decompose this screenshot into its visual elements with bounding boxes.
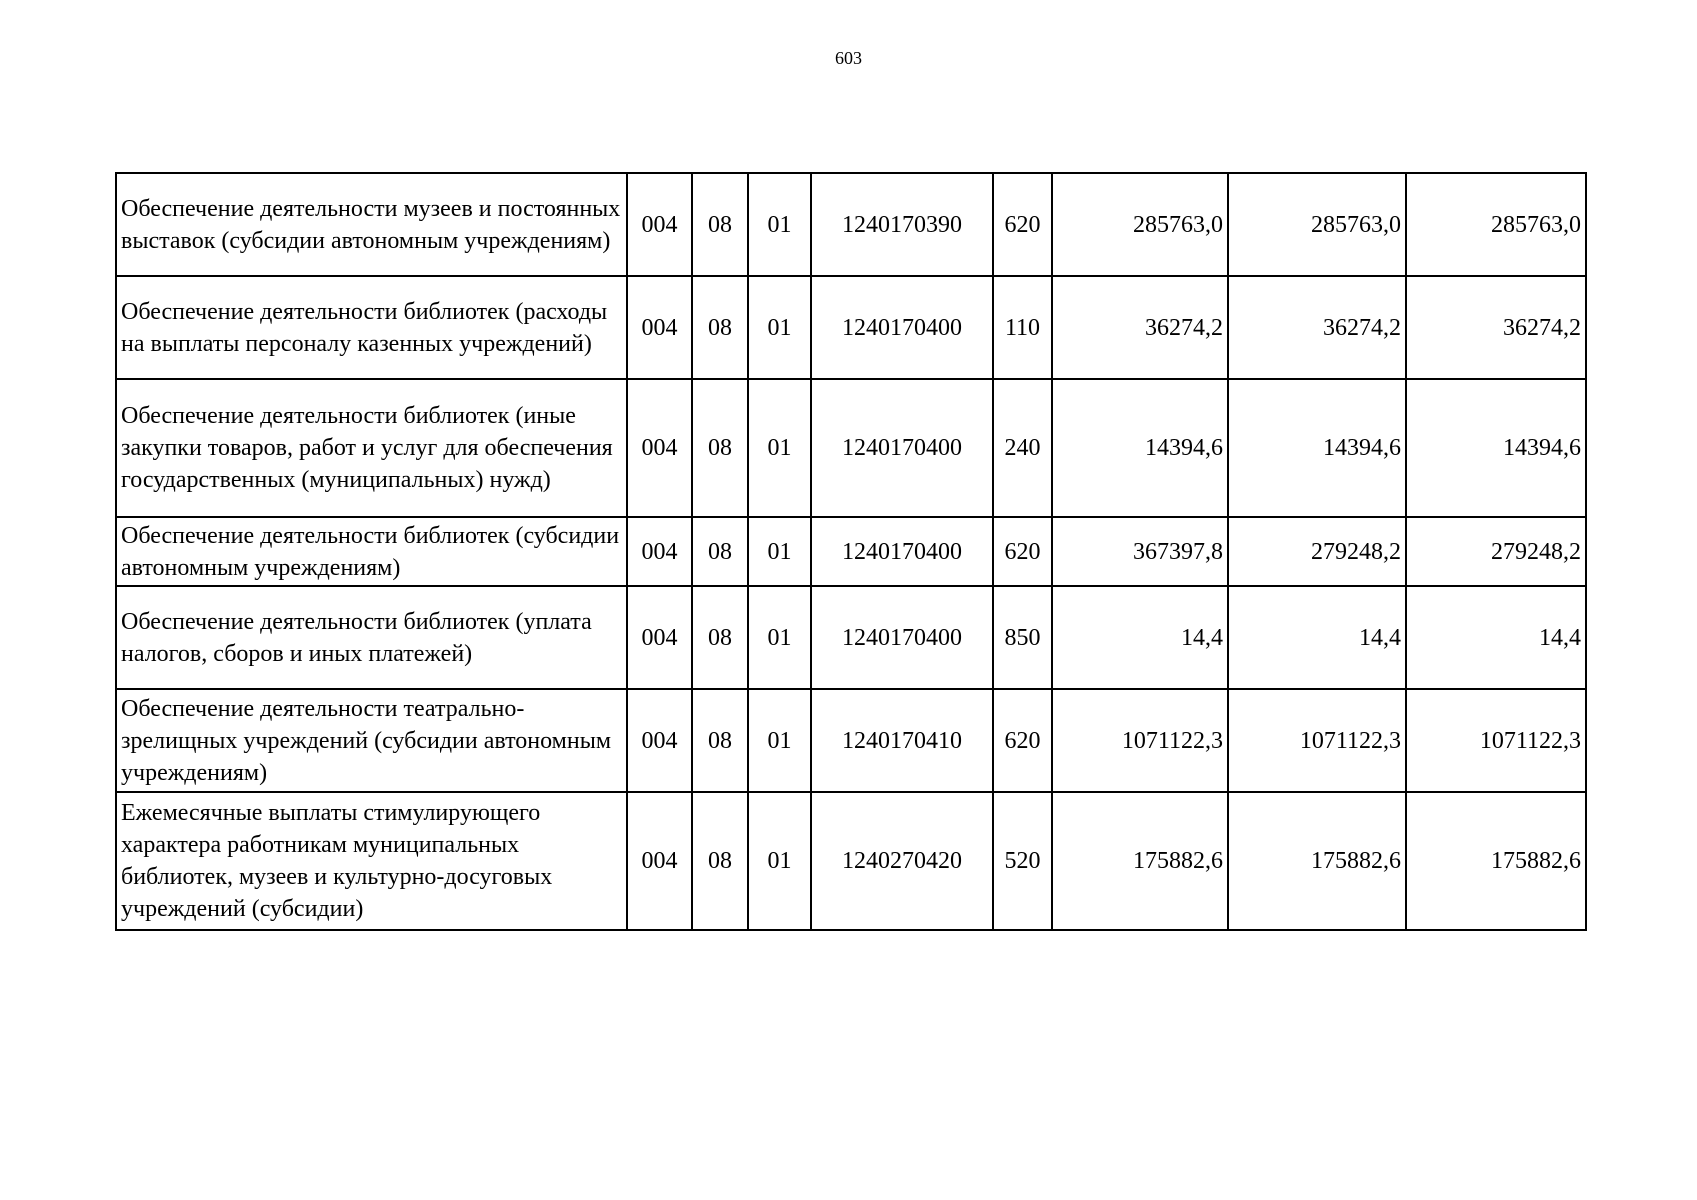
table-row <box>116 792 1586 930</box>
row-description: Обеспечение деятельности музеев и постоянных выставок (субсидии автономным учреждениям) <box>116 173 627 276</box>
row-amount-1: 14394,6 <box>1052 379 1228 517</box>
row-expense-type-code: 520 <box>993 792 1052 930</box>
row-section-code: 08 <box>692 689 748 792</box>
row-grbs-code: 004 <box>627 276 692 379</box>
row-subsection-code: 01 <box>748 379 811 517</box>
row-grbs-code: 004 <box>627 792 692 930</box>
table-row <box>116 586 1586 689</box>
row-section-code: 08 <box>692 379 748 517</box>
row-amount-2: 285763,0 <box>1228 173 1406 276</box>
row-target-item-code: 1240170400 <box>811 517 993 586</box>
row-grbs-code: 004 <box>627 517 692 586</box>
row-expense-type-code: 620 <box>993 517 1052 586</box>
row-subsection-code: 01 <box>748 792 811 930</box>
row-grbs-code: 004 <box>627 689 692 792</box>
table-row <box>116 173 1586 276</box>
row-amount-1: 14,4 <box>1052 586 1228 689</box>
row-amount-3: 1071122,3 <box>1406 689 1586 792</box>
page-number: 603 <box>835 48 862 68</box>
row-section-code: 08 <box>692 792 748 930</box>
row-subsection-code: 01 <box>748 517 811 586</box>
row-description: Обеспечение деятельности библиотек (уплата налогов, сборов и иных платежей) <box>116 586 627 689</box>
row-target-item-code: 1240170400 <box>811 379 993 517</box>
row-expense-type-code: 240 <box>993 379 1052 517</box>
row-description: Обеспечение деятельности библиотек (субсидии автономным учреждениям) <box>116 517 627 586</box>
row-description: Ежемесячные выплаты стимулирующего характера работникам муниципальных библиотек, музеев и культурно-досуговых учреждений (субсидии) <box>116 792 627 930</box>
row-target-item-code: 1240170400 <box>811 276 993 379</box>
row-subsection-code: 01 <box>748 173 811 276</box>
row-amount-1: 285763,0 <box>1052 173 1228 276</box>
row-description: Обеспечение деятельности библиотек (расходы на выплаты персоналу казенных учреждений) <box>116 276 627 379</box>
row-amount-2: 14,4 <box>1228 586 1406 689</box>
table-row <box>116 276 1586 379</box>
row-section-code: 08 <box>692 517 748 586</box>
row-amount-2: 14394,6 <box>1228 379 1406 517</box>
row-amount-1: 36274,2 <box>1052 276 1228 379</box>
row-amount-1: 367397,8 <box>1052 517 1228 586</box>
row-subsection-code: 01 <box>748 586 811 689</box>
row-target-item-code: 1240270420 <box>811 792 993 930</box>
row-expense-type-code: 620 <box>993 689 1052 792</box>
row-grbs-code: 004 <box>627 586 692 689</box>
row-amount-2: 36274,2 <box>1228 276 1406 379</box>
row-section-code: 08 <box>692 276 748 379</box>
row-section-code: 08 <box>692 173 748 276</box>
row-subsection-code: 01 <box>748 689 811 792</box>
row-amount-2: 175882,6 <box>1228 792 1406 930</box>
row-target-item-code: 1240170400 <box>811 586 993 689</box>
row-amount-2: 279248,2 <box>1228 517 1406 586</box>
row-grbs-code: 004 <box>627 379 692 517</box>
row-amount-3: 14,4 <box>1406 586 1586 689</box>
row-section-code: 08 <box>692 586 748 689</box>
table-row <box>116 517 1586 586</box>
row-amount-3: 14394,6 <box>1406 379 1586 517</box>
row-amount-3: 279248,2 <box>1406 517 1586 586</box>
row-amount-1: 175882,6 <box>1052 792 1228 930</box>
row-amount-3: 285763,0 <box>1406 173 1586 276</box>
row-target-item-code: 1240170410 <box>811 689 993 792</box>
table-row <box>116 689 1586 792</box>
row-description: Обеспечение деятельности театрально-зрелищных учреждений (субсидии автономным учреждениям) <box>116 689 627 792</box>
row-expense-type-code: 850 <box>993 586 1052 689</box>
row-grbs-code: 004 <box>627 173 692 276</box>
row-amount-1: 1071122,3 <box>1052 689 1228 792</box>
row-amount-2: 1071122,3 <box>1228 689 1406 792</box>
row-amount-3: 175882,6 <box>1406 792 1586 930</box>
row-expense-type-code: 620 <box>993 173 1052 276</box>
budget-table <box>115 172 1587 931</box>
table-row <box>116 379 1586 517</box>
row-description: Обеспечение деятельности библиотек (иные закупки товаров, работ и услуг для обеспечения государственных (муниципальных) нужд) <box>116 379 627 517</box>
row-amount-3: 36274,2 <box>1406 276 1586 379</box>
row-expense-type-code: 110 <box>993 276 1052 379</box>
row-target-item-code: 1240170390 <box>811 173 993 276</box>
row-subsection-code: 01 <box>748 276 811 379</box>
